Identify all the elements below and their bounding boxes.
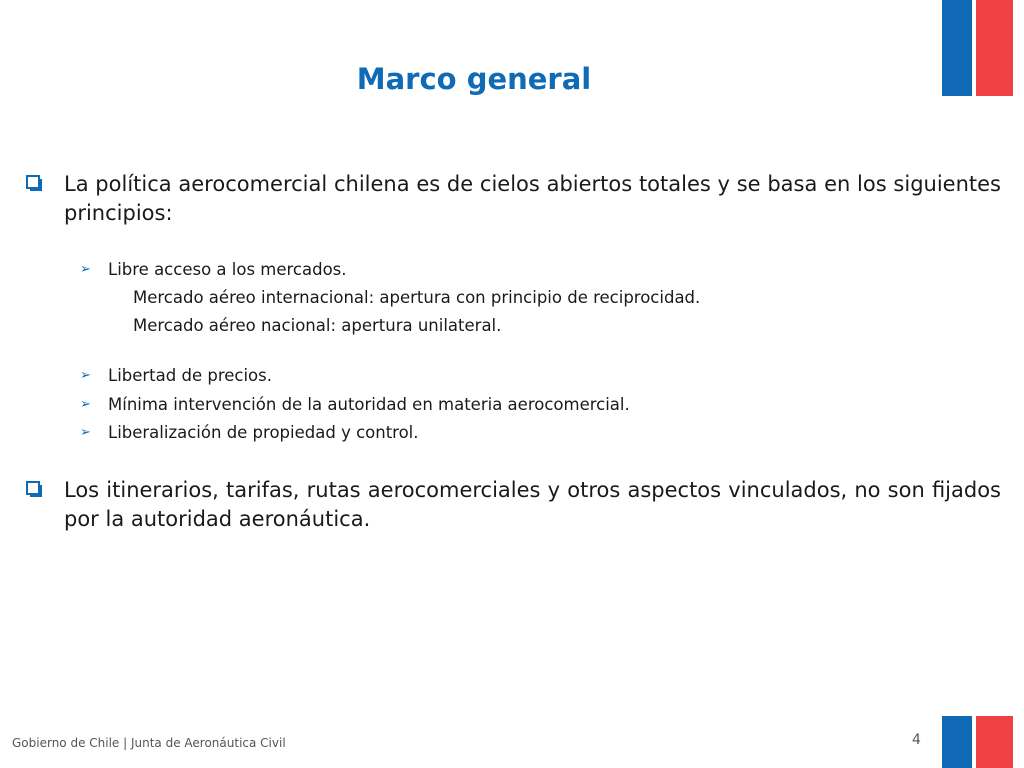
market-detail-national: Mercado aéreo nacional: apertura unilateral. [133,316,502,335]
main-bullet-text: La política aerocomercial chilena es de cielos abiertos totales y se basa en los siguientes principios: [64,172,1001,225]
principle-item-1 [80,256,347,284]
principle-text: Libertad de precios. [108,366,272,385]
principle-text: Mínima intervención de la autoridad en materia aerocomercial. [108,395,630,414]
page-number: 4 [912,732,921,748]
main-bullet-2 [26,476,1001,534]
flag-red-stripe [976,716,1013,768]
footer-organization: Gobierno de Chile | Junta de Aeronáutica Civil [12,736,286,750]
arrow-bullet-icon: ➢ [80,262,91,277]
main-bullet-text: Los itinerarios, tarifas, rutas aerocomerciales y otros aspectos vinculados, no son fijados por la autoridad aeronáutica. [64,478,1001,531]
arrow-bullet-icon: ➢ [80,425,91,440]
principle-text: Liberalización de propiedad y control. [108,423,419,442]
flag-decoration-top [942,0,1013,96]
flag-red-stripe [976,0,1013,96]
arrow-bullet-icon: ➢ [80,368,91,383]
arrow-bullet-icon: ➢ [80,397,91,412]
flag-blue-stripe [942,716,972,768]
principle-item-4 [80,419,419,447]
principle-item-2 [80,362,272,390]
principle-item-3 [80,391,630,419]
checkbox-bullet-icon [26,481,40,495]
slide-title: Marco general [356,62,592,96]
principle-text: Libre acceso a los mercados. [108,260,347,279]
checkbox-bullet-icon [26,175,40,189]
flag-decoration-bottom [942,716,1013,768]
market-detail-international: Mercado aéreo internacional: apertura con principio de reciprocidad. [133,288,701,307]
main-bullet-1 [26,170,1001,228]
